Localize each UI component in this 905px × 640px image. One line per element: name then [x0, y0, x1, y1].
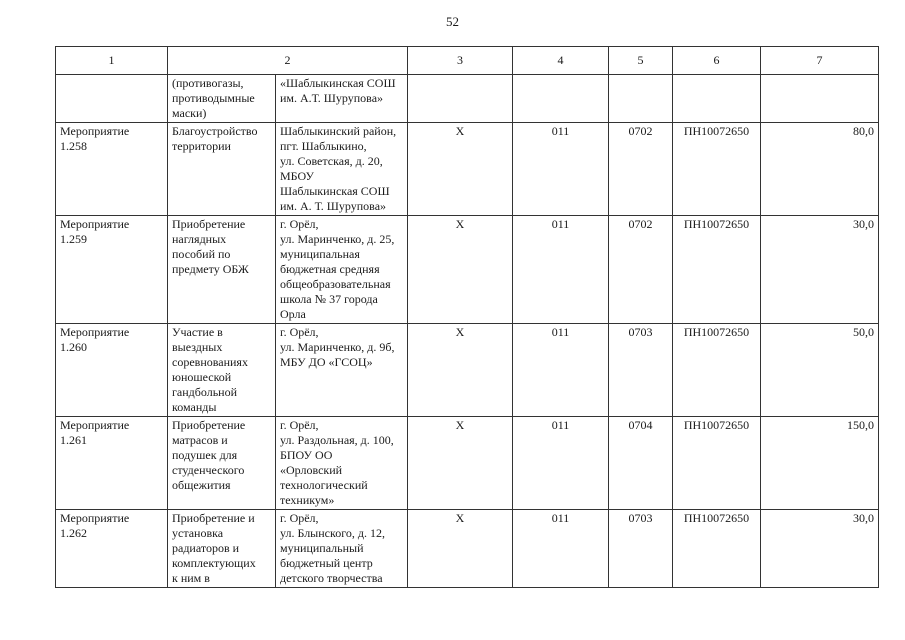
- row-name: Благоустройство территории: [168, 123, 276, 216]
- header-col-5: 5: [609, 47, 673, 75]
- row-name: Участие в выездных соревнованиях юношеской гандбольной команды: [168, 324, 276, 417]
- header-col-2: 2: [168, 47, 408, 75]
- row-col-4: 011: [513, 123, 609, 216]
- row-col-5: 0704: [609, 417, 673, 510]
- row-col-3: Х: [408, 417, 513, 510]
- row-col-7: 50,0: [761, 324, 879, 417]
- row-col-6: ПН10072650: [673, 417, 761, 510]
- row-col-3: [408, 75, 513, 123]
- table-row: [56, 324, 879, 417]
- row-col-7: 80,0: [761, 123, 879, 216]
- budget-table: [55, 46, 879, 588]
- row-address: г. Орёл, ул. Блынского, д. 12, муниципальный бюджетный центр детского творчества: [276, 510, 408, 588]
- row-col-7: 30,0: [761, 510, 879, 588]
- row-col-5: 0703: [609, 510, 673, 588]
- row-id: [56, 75, 168, 123]
- table-row: [56, 75, 879, 123]
- header-col-6: 6: [673, 47, 761, 75]
- row-col-6: ПН10072650: [673, 216, 761, 324]
- row-address: г. Орёл, ул. Маринченко, д. 9б, МБУ ДО «ГСОЦ»: [276, 324, 408, 417]
- row-col-5: 0702: [609, 216, 673, 324]
- table-row: [56, 216, 879, 324]
- row-col-6: ПН10072650: [673, 324, 761, 417]
- row-col-3: Х: [408, 324, 513, 417]
- row-col-4: 011: [513, 216, 609, 324]
- row-col-4: 011: [513, 417, 609, 510]
- row-col-4: [513, 75, 609, 123]
- row-col-6: ПН10072650: [673, 510, 761, 588]
- row-col-7: [761, 75, 879, 123]
- row-col-3: Х: [408, 123, 513, 216]
- table-row: [56, 417, 879, 510]
- row-id: Мероприятие 1.261: [56, 417, 168, 510]
- row-id: Мероприятие 1.260: [56, 324, 168, 417]
- row-name: Приобретение матрасов и подушек для студенческого общежития: [168, 417, 276, 510]
- row-col-3: Х: [408, 216, 513, 324]
- row-col-7: 150,0: [761, 417, 879, 510]
- page-number: 52: [446, 14, 459, 29]
- row-name: Приобретение и установка радиаторов и комплектующих к ним в: [168, 510, 276, 588]
- row-col-5: 0703: [609, 324, 673, 417]
- row-name: (противогазы, противодымные маски): [168, 75, 276, 123]
- header-col-4: 4: [513, 47, 609, 75]
- row-address: Шаблыкинский район, пгт. Шаблыкино, ул. Советская, д. 20, МБОУ Шаблыкинская СОШ им. А. Т. Шурупова»: [276, 123, 408, 216]
- row-col-6: [673, 75, 761, 123]
- header-col-7: 7: [761, 47, 879, 75]
- row-id: Мероприятие 1.259: [56, 216, 168, 324]
- table-row: [56, 510, 879, 588]
- row-col-4: 011: [513, 324, 609, 417]
- row-name: Приобретение наглядных пособий по предмету ОБЖ: [168, 216, 276, 324]
- row-address: «Шаблыкинская СОШ им. А.Т. Шурупова»: [276, 75, 408, 123]
- row-id: Мероприятие 1.258: [56, 123, 168, 216]
- row-col-4: 011: [513, 510, 609, 588]
- row-col-3: Х: [408, 510, 513, 588]
- row-address: г. Орёл, ул. Раздольная, д. 100, БПОУ ОО «Орловский технологический техникум»: [276, 417, 408, 510]
- row-address: г. Орёл, ул. Маринченко, д. 25, муниципальная бюджетная средняя общеобразовательная школа № 37 города Орла: [276, 216, 408, 324]
- table-header-row: [56, 47, 879, 75]
- table-row: [56, 123, 879, 216]
- row-col-5: [609, 75, 673, 123]
- row-col-7: 30,0: [761, 216, 879, 324]
- row-col-5: 0702: [609, 123, 673, 216]
- header-col-3: 3: [408, 47, 513, 75]
- header-col-1: 1: [56, 47, 168, 75]
- row-id: Мероприятие 1.262: [56, 510, 168, 588]
- row-col-6: ПН10072650: [673, 123, 761, 216]
